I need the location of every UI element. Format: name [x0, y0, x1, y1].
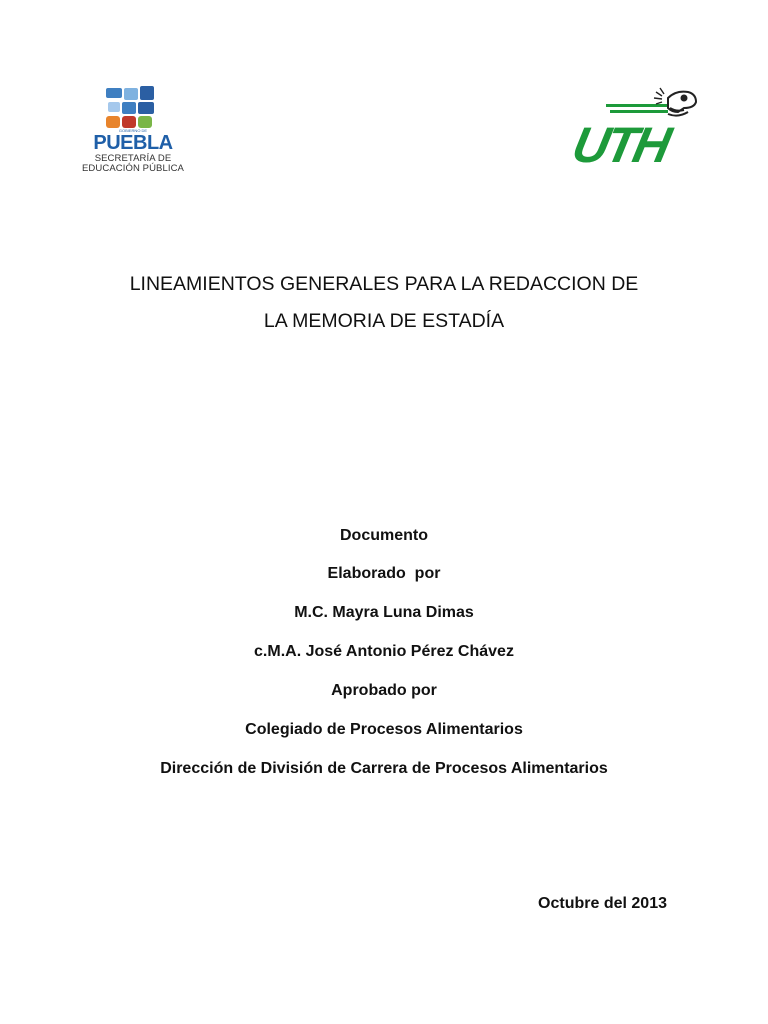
- uth-logo: [567, 86, 704, 173]
- puebla-subtitle-line-2: EDUCACIÓN PÚBLICA: [82, 163, 184, 174]
- document-date: Octubre del 2013: [538, 895, 667, 912]
- puebla-gov-text: GOBIERNO DE: [118, 128, 148, 133]
- credit-author-1: M.C. Mayra Luna Dimas: [294, 604, 474, 621]
- uth-emblem-icon: [567, 86, 704, 173]
- credit-approver-2: Dirección de División de Carrera de Procesos Alimentarios: [160, 760, 608, 777]
- puebla-subtitle-line-1: SECRETARÍA DE: [94, 153, 172, 164]
- puebla-wordmark: PUEBLA: [93, 132, 173, 154]
- uth-wordmark: UTH: [567, 116, 674, 173]
- credit-document-label: Documento: [340, 527, 428, 544]
- credit-approver-1: Colegiado de Procesos Alimentarios: [245, 721, 523, 738]
- credit-elaborated-by-label: Elaborado por: [327, 565, 441, 582]
- puebla-emblem-icon: [104, 86, 156, 130]
- credit-author-2: c.M.A. José Antonio Pérez Chávez: [254, 643, 514, 660]
- document-title-line-1: LINEAMIENTOS GENERALES PARA LA REDACCION DE: [129, 273, 639, 295]
- puebla-logo: [78, 86, 188, 176]
- puebla-subtitle: [78, 154, 188, 174]
- credit-approved-by-label: Aprobado por: [331, 682, 437, 699]
- document-title-line-2: LA MEMORIA DE ESTADÍA: [263, 310, 505, 332]
